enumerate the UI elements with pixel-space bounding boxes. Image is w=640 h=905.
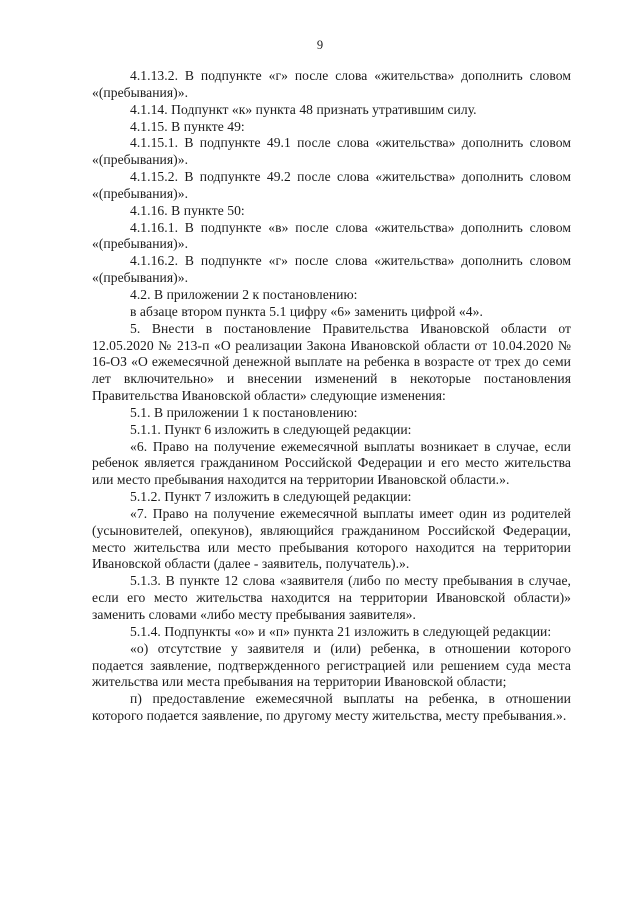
paragraph-4-1-15-2: 4.1.15.2. В подпункте 49.2 после слова «жительства» дополнить словом «(пребывания)». [92,169,571,201]
paragraph-4-2: 4.2. В приложении 2 к постановлению: [130,286,358,302]
paragraph-subpoint-o: «о) отсутствие у заявителя и (или) ребенка, в отношении которого подается заявление, подтвержденного регистрацией или решением суда места жительства или места пребывания на территории Ивановской области; [92,640,571,690]
paragraph-quote-6: «6. Право на получение ежемесячной выплаты возникает в случае, если ребенок является гражданином Российской Федерации и его место жительства или место пребывания находится на территории Ивановской области.». [92,438,571,488]
paragraph-quote-7: «7. Право на получение ежемесячной выплаты имеет один из родителей (усыновителей, опекунов), являющийся гражданином Российской Федерации, место жительства или место пребывания которого находится на территории Ивановской области (далее - заявитель, получатель).». [92,505,571,572]
paragraph-4-1-16-2: 4.1.16.2. В подпункте «г» после слова «жительства» дополнить словом «(пребывания)». [92,253,571,286]
paragraph-4-1-16-1: 4.1.16.1. В подпункте «в» после слова «жительства» дополнить словом «(пребывания)». [92,219,571,252]
paragraph-5-1-4: 5.1.4. Подпункты «о» и «п» пункта 21 изложить в следующей редакции: [130,623,552,639]
paragraph-5-1-1: 5.1.1. Пункт 6 изложить в следующей редакции: [130,421,412,437]
paragraph-4-1-14: 4.1.14. Подпункт «к» пункта 48 признать утратившим силу. [130,101,477,117]
paragraph-5-1-3: 5.1.3. В пункте 12 слова «заявителя (либо по месту пребывания в случае, если его место жительства находится на территории Ивановской области)» заменить словами «либо месту пребывания заявителя». [92,573,571,622]
document-body [92,68,571,725]
paragraph-4-1-16: 4.1.16. В пункте 50: [130,202,245,218]
page-number: 9 [316,38,324,52]
paragraph-5-1-2: 5.1.2. Пункт 7 изложить в следующей редакции: [130,489,412,505]
paragraph-4-1-15: 4.1.15. В пункте 49: [130,118,245,134]
paragraph-subpoint-p: п) предоставление ежемесячной выплаты на ребенка, в отношении которого подается заявление, по другому месту жительства, месту пребывания.». [92,691,571,724]
paragraph-4-2-abzac: в абзаце втором пункта 5.1 цифру «6» заменить цифрой «4». [130,303,483,319]
paragraph-4-1-15-1: 4.1.15.1. В подпункте 49.1 после слова «жительства» дополнить словом «(пребывания)». [92,135,571,168]
paragraph-4-1-13-2: 4.1.13.2. В подпункте «г» после слова «жительства» дополнить словом «(пребывания)». [92,68,571,100]
paragraph-5: 5. Внести в постановление Правительства Ивановской области от 12.05.2020 № 213-п «О реализации Закона Ивановской области от 10.04.2020 № 16-ОЗ «О ежемесячной денежной выплате на ребенка в возрасте от трех до семи лет включительно» и внесении изменений в некоторые постановления Правительства Ивановской области» следующие изменения: [92,320,571,404]
paragraph-5-1: 5.1. В приложении 1 к постановлению: [130,404,358,420]
